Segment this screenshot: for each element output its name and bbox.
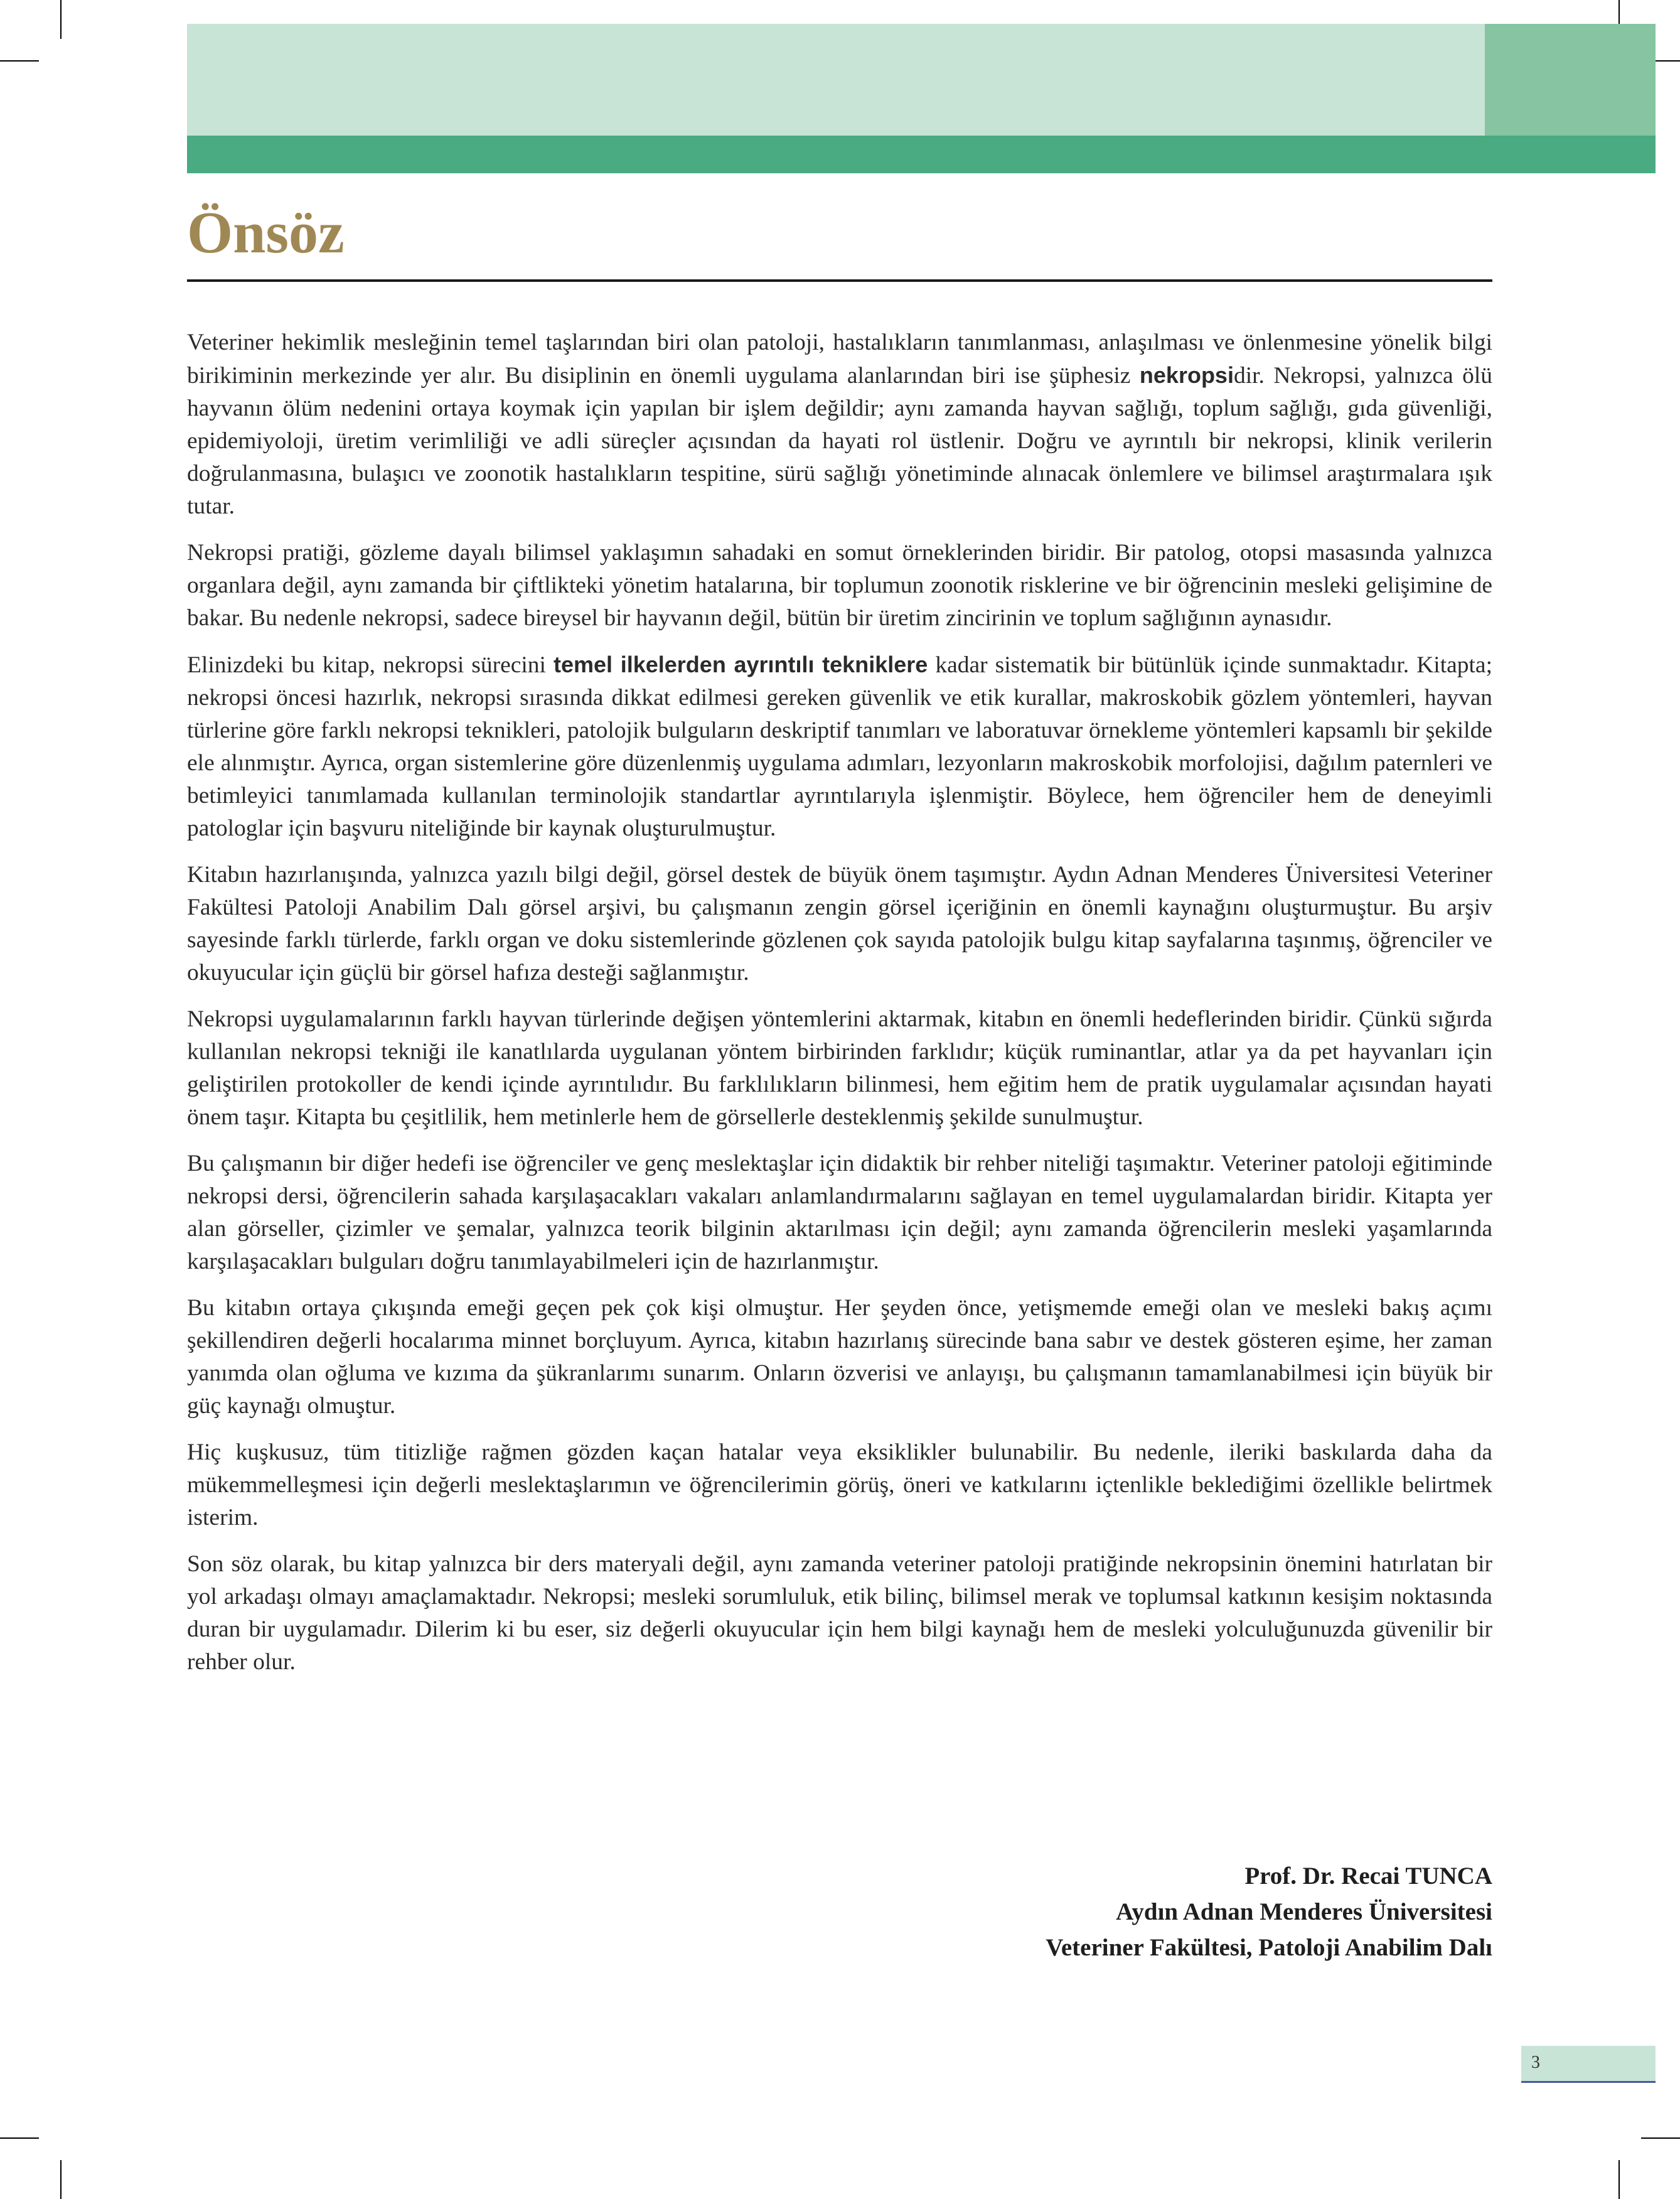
signature-block <box>1046 1858 1492 1965</box>
title-rule <box>187 279 1492 282</box>
paragraph: Son söz olarak, bu kitap yalnızca bir ders materyali değil, aynı zamanda veteriner patoloji pratiğinde nekropsinin önemini hatırlatan bir yol arkadaşı olmayı amaçlamaktadır. Nekropsi; mesleki sorumluluk, etik bilinç, bilimsel merak ve toplumsal katkının kesişim noktasında duran bir uygulamadır. Dilerim ki bu eser, siz değerli okuyucular için hem bilgi kaynağı hem de mesleki yolculuğunuzda güvenilir bir rehber olur. <box>187 1551 1492 1675</box>
paragraph: Bu çalışmanın bir diğer hedefi ise öğrenciler ve genç meslektaşlar için didaktik bir rehber niteliği taşımaktır. Veteriner patoloji eğitiminde nekropsi dersi, öğrencilerin sahada karşılaşacakları vakaları anlamlandırmalarını sağlayan en temel uygulamalardan biridir. Kitapta yer alan görseller, çizimler ve şemalar, yalnızca teorik bilginin aktarılması için değil; aynı zamanda öğrencilerin mesleki yaşamlarında karşılaşacakları bulguları doğru tanımlayabilmeleri için de hazırlanmıştır. <box>187 1151 1492 1274</box>
page-number-box <box>1521 2046 1656 2081</box>
crop-mark <box>0 2137 39 2139</box>
paragraph: Hiç kuşkusuz, tüm titizliğe rağmen gözden kaçan hatalar veya eksiklikler bulunabilir. Bu nedenle, ileriki baskılarda daha da mükemmelleşmesi için değerli meslektaşlarımın ve öğrencilerimin görüş, öneri ve katkılarını içtenlikle beklediğimi özellikle belirtmek isterim. <box>187 1439 1492 1530</box>
crop-mark <box>60 0 62 39</box>
paragraph: Bu kitabın ortaya çıkışında emeği geçen pek çok kişi olmuştur. Her şeyden önce, yetişmemde emeği olan ve mesleki bakış açımı şekillendiren değerli hocalarıma minnet borçluyum. Ayrıca, kitabın hazırlanış sürecinde bana sabır ve destek gösteren eşime, her zaman yanımda olan oğluma ve kızıma da şükranlarımı sunarım. Onların özverisi ve anlayışı, bu çalışmanın tamamlanabilmesi için büyük bir güç kaynağı olmuştur. <box>187 1295 1492 1419</box>
body-text <box>187 326 1492 1692</box>
header-bar <box>187 136 1656 173</box>
bold-term: temel ilkelerden ayrıntılı tekniklere <box>554 652 928 677</box>
crop-mark <box>1641 2137 1680 2139</box>
author-name: Prof. Dr. Recai TUNCA <box>1244 1863 1492 1890</box>
paragraph: Elinizdeki bu kitap, nekropsi sürecini temel ilkelerden ayrıntılı tekniklere kadar sistematik bir bütünlük içinde sunmaktadır. Kitapta; nekropsi öncesi hazırlık, nekropsi sırasında dikkat edilmesi gereken güvenlik ve etik kurallar, makroskobik gözlem yöntemleri, hayvan türlerine göre farklı nekropsi teknikleri, patolojik bulguların deskriptif tanımları ve laboratuvar örnekleme yöntemleri kapsamlı bir şekilde ele alınmıştır. Ayrıca, organ sistemlerine göre düzenlenmiş uygulama adımları, lezyonların makroskobik morfolojisi, dağılım paternleri ve betimleyici tanımlamada kullanılan terminolojik standartlar ayrıntılarıyla işlenmiştir. Böylece, hem öğrenciler hem de deneyimli patologlar için başvuru niteliğinde bir kaynak oluşturulmuştur. <box>187 652 1492 841</box>
crop-mark <box>1618 2160 1620 2199</box>
page-number-underline <box>1521 2081 1656 2083</box>
paragraph: Kitabın hazırlanışında, yalnızca yazılı bilgi değil, görsel destek de büyük önem taşımıştır. Aydın Adnan Menderes Üniversitesi Veteriner Fakültesi Patoloji Anabilim Dalı görsel arşivi, bu çalışmanın zengin görsel içeriğinin en önemli kaynağını oluşturmuştur. Bu arşiv sayesinde farklı türlerde, farklı organ ve doku sistemlerinde gözlenen çok sayıda patolojik bulgu kitap sayfalarına taşınmış, öğrenciler ve okuyucular için güçlü bir görsel hafıza desteği sağlanmıştır. <box>187 862 1492 986</box>
paragraph: Veteriner hekimlik mesleğinin temel taşlarından biri olan patoloji, hastalıkların tanımlanması, anlaşılması ve önlenmesine yönelik bilgi birikiminin merkezinde yer alır. Bu disiplinin en önemli uygulama alanlarından biri ise şüphesiz nekropsidir. Nekropsi, yalnızca ölü hayvanın ölüm nedenini ortaya koymak için yapılan bir işlem değildir; aynı zamanda hayvan sağlığı, toplum sağlığı, gıda güvenliği, epidemiyoloji, üretim verimliliği ve adli süreçler açısından da hayati rol üstlenir. Doğru ve ayrıntılı bir nekropsi, klinik verilerin doğrulanmasına, bulaşıcı ve zoonotik hastalıkların tespitine, sürü sağlığı yönetiminde alınacak önlemlere ve bilimsel araştırmalara ışık tutar. <box>187 330 1492 519</box>
header-banner <box>187 24 1485 136</box>
page-title: Önsöz <box>187 200 345 266</box>
author-department: Veteriner Fakültesi, Patoloji Anabilim Dalı <box>1046 1934 1492 1961</box>
bold-term: nekropsi <box>1139 362 1234 388</box>
crop-mark <box>60 2160 62 2199</box>
header-accent-block <box>1485 24 1656 136</box>
paragraph: Nekropsi uygulamalarının farklı hayvan türlerinde değişen yöntemlerini aktarmak, kitabın en önemli hedeflerinden biridir. Çünkü sığırda kullanılan nekropsi tekniği ile kanatlılarda uygulanan yöntem birbirinden farklıdır; küçük ruminantlar, atlar ya da pet hayvanları için geliştirilen protokoller de kendi içinde ayrıntılıdır. Bu farklılıkların bilinmesi, hem eğitim hem de pratik uygulamalar açısından hayati önem taşır. Kitapta bu çeşitlilik, hem metinlerle hem de görsellerle desteklenmiş şekilde sunulmuştur. <box>187 1006 1492 1130</box>
author-university: Aydın Adnan Menderes Üniversitesi <box>1116 1898 1492 1925</box>
crop-mark <box>0 60 39 62</box>
paragraph: Nekropsi pratiği, gözleme dayalı bilimsel yaklaşımın sahadaki en somut örneklerinden biridir. Bir patolog, otopsi masasında yalnızca organlara değil, aynı zamanda bir çiftlikteki yönetim hatalarına, bir toplumun zoonotik risklerine ve bir öğrencinin mesleki gelişimine de bakar. Bu nedenle nekropsi, sadece bireysel bir hayvanın değil, bütün bir üretim zincirinin ve toplum sağlığının aynasıdır. <box>187 540 1492 631</box>
page-number: 3 <box>1531 2053 1540 2072</box>
